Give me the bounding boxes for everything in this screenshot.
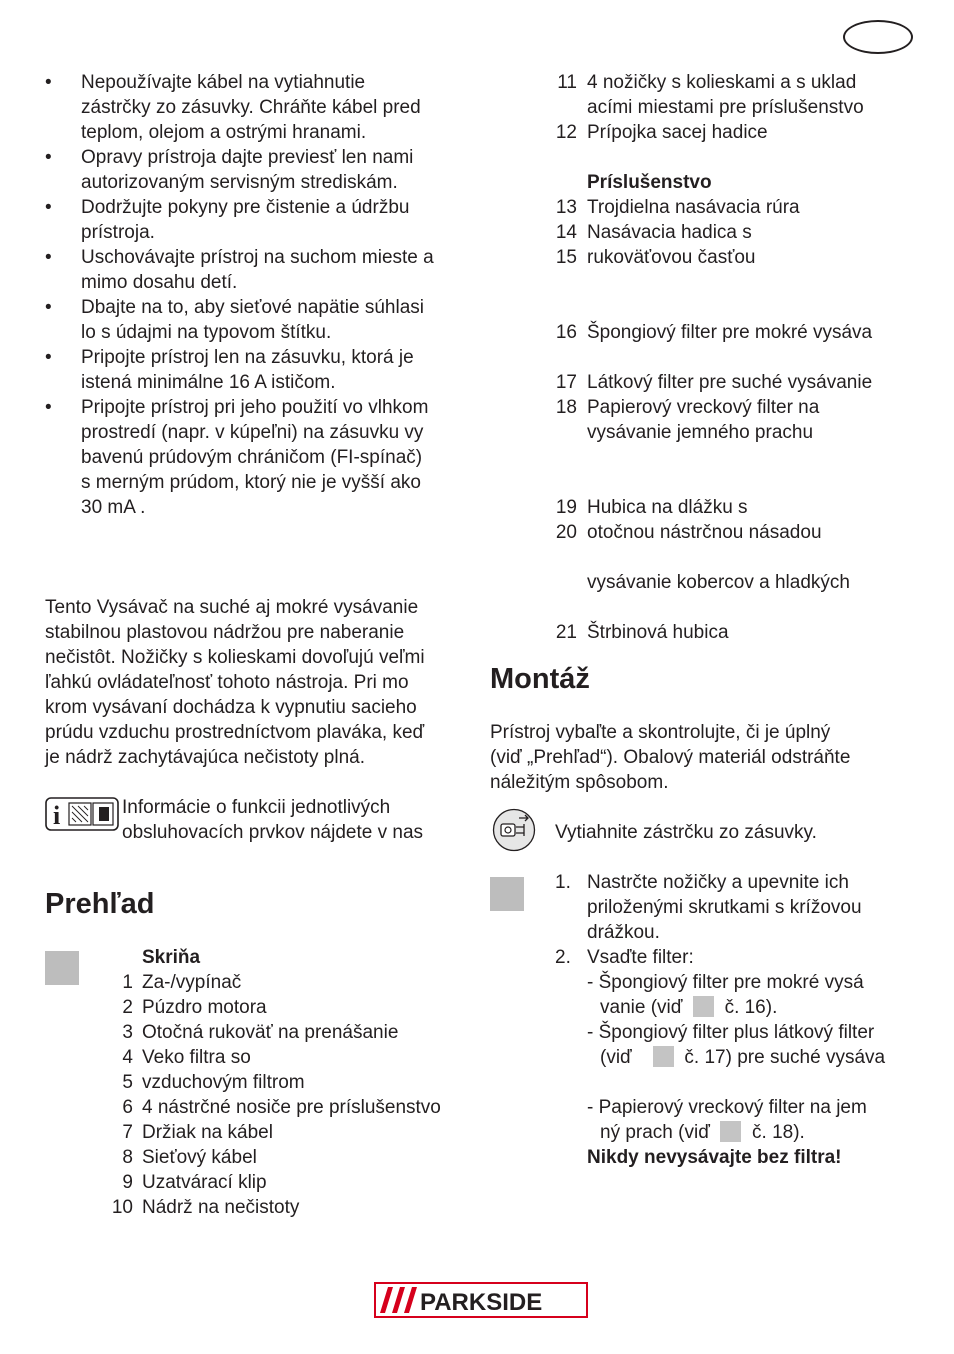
list-item-number: 14 <box>555 222 577 243</box>
step-number: 1. <box>555 872 571 893</box>
list-item-number: 13 <box>555 197 577 218</box>
list-item: Púzdro motora <box>142 997 267 1018</box>
assembly-title: Montáž <box>490 663 590 695</box>
filter-warning: Nikdy nevysávajte bez filtra! <box>587 1147 842 1168</box>
list-item: Nasávacia hadica s <box>587 222 752 243</box>
filter-option: vanie (viď č. 16). <box>600 997 778 1018</box>
list-item: Štrbinová hubica <box>587 622 729 643</box>
list-item-number: 8 <box>122 1147 133 1168</box>
list-item-number: 9 <box>122 1172 133 1193</box>
step-2-title: Vsaďte filter: <box>587 947 694 968</box>
list-item: Trojdielna nasávacia rúra <box>587 197 800 218</box>
list-item-number: 5 <box>122 1072 133 1093</box>
list-item-number: 15 <box>555 247 577 268</box>
list-item: acími miestami pre príslušenstvo <box>587 97 864 118</box>
list-item-number: 16 <box>555 322 577 343</box>
figure-ref-placeholder <box>653 1046 674 1067</box>
filter-option: (viď č. 17) pre suché vysáva <box>600 1047 886 1068</box>
list-item-number: 11 <box>557 72 577 93</box>
filter-option: - Špongiový filter pre mokré vysá <box>587 972 864 993</box>
list-item-number: 2 <box>122 997 133 1018</box>
list-item-number: 6 <box>122 1097 133 1118</box>
list-item-number: 20 <box>555 522 577 543</box>
figure-ref-placeholder <box>693 996 714 1017</box>
list-item: otočnou nástrčnou násadou <box>587 522 822 543</box>
list-item: Otočná rukoväť na prenášanie <box>142 1022 399 1043</box>
list-item: vysávanie jemného prachu <box>587 422 814 443</box>
language-badge <box>843 20 913 54</box>
logo-text: PARKSIDE <box>420 1289 543 1316</box>
list-item: rukoväťovou časťou <box>587 247 756 268</box>
list-item: vzduchovým filtrom <box>142 1072 305 1093</box>
list-item-number: 12 <box>555 122 577 143</box>
list-item: Nádrž na nečistoty <box>142 1197 300 1218</box>
list-item: Za-/vypínač <box>142 972 242 993</box>
info-icon <box>45 797 119 831</box>
svg-text:i: i <box>53 801 61 830</box>
unplug-icon <box>492 808 536 852</box>
step-number: 2. <box>555 947 571 968</box>
figure-ref-placeholder <box>720 1121 741 1142</box>
list-item-number: 21 <box>555 622 577 643</box>
list-item: Uzatvárací klip <box>142 1172 267 1193</box>
overview-subtitle: Skriňa <box>142 947 201 968</box>
overview-title: Prehľad <box>45 888 155 920</box>
filter-option: ný prach (viď č. 18). <box>600 1122 805 1143</box>
list-item-number: 18 <box>555 397 577 418</box>
list-item: 4 nožičky s kolieskami a s uklad <box>587 72 857 93</box>
list-item-number: 17 <box>555 372 577 393</box>
accessories-heading: Príslušenstvo <box>587 172 712 193</box>
list-item: Sieťový kábel <box>142 1147 257 1168</box>
step-1-text: Nastrčte nožičky a upevnite ich priloženými skrutkami s krížovou drážkou. <box>587 872 862 943</box>
intro-paragraph: Tento Vysávač na suché aj mokré vysávanie stabilnou plastovou nádržou pre naberanie nečistôt. Nožičky s kolieskami dovoľujú veľmi ľahkú ovládateľnosť tohoto nástroja. Pri mo krom vysávaní dochádza k vypnutiu sacieho prúdu vzduchu prostredníctvom plaváka, keď je nádrž zachytávajúca nečistoty plná. <box>45 597 425 768</box>
list-item: Držiak na kábel <box>142 1122 273 1143</box>
list-item: Špongiový filter pre mokré vysáva <box>587 322 873 343</box>
list-item-number: 3 <box>122 1022 133 1043</box>
filter-option: - Špongiový filter plus látkový filter <box>587 1022 875 1043</box>
list-item-number: 7 <box>122 1122 133 1143</box>
list-item: vysávanie kobercov a hladkých <box>587 572 850 593</box>
list-item: 4 nástrčné nosiče pre príslušenstvo <box>142 1097 441 1118</box>
filter-option: - Papierový vreckový filter na jem <box>587 1097 867 1118</box>
list-item-number: 19 <box>555 497 577 518</box>
parkside-logo <box>374 1282 588 1318</box>
list-item: Papierový vreckový filter na <box>587 397 820 418</box>
unplug-instruction: Vytiahnite zástrčku zo zásuvky. <box>555 822 817 843</box>
list-item: Látkový filter pre suché vysávanie <box>587 372 873 393</box>
list-item: Prípojka sacej hadice <box>587 122 768 143</box>
list-item-number: 10 <box>111 1197 133 1218</box>
figure-placeholder <box>490 877 524 911</box>
list-item-number: 1 <box>122 972 133 993</box>
list-item: Hubica na dlážku s <box>587 497 748 518</box>
info-note: Informácie o funkcii jednotlivých obsluhovacích prvkov nájdete v nas <box>122 797 424 843</box>
assembly-intro: Prístroj vybaľte a skontrolujte, či je úplný (viď „Prehľad“). Obalový materiál odstráňte náležitým spôsobom. <box>490 722 851 793</box>
figure-placeholder <box>45 951 79 985</box>
list-item-number: 4 <box>122 1047 133 1068</box>
list-item: Veko filtra so <box>142 1047 251 1068</box>
